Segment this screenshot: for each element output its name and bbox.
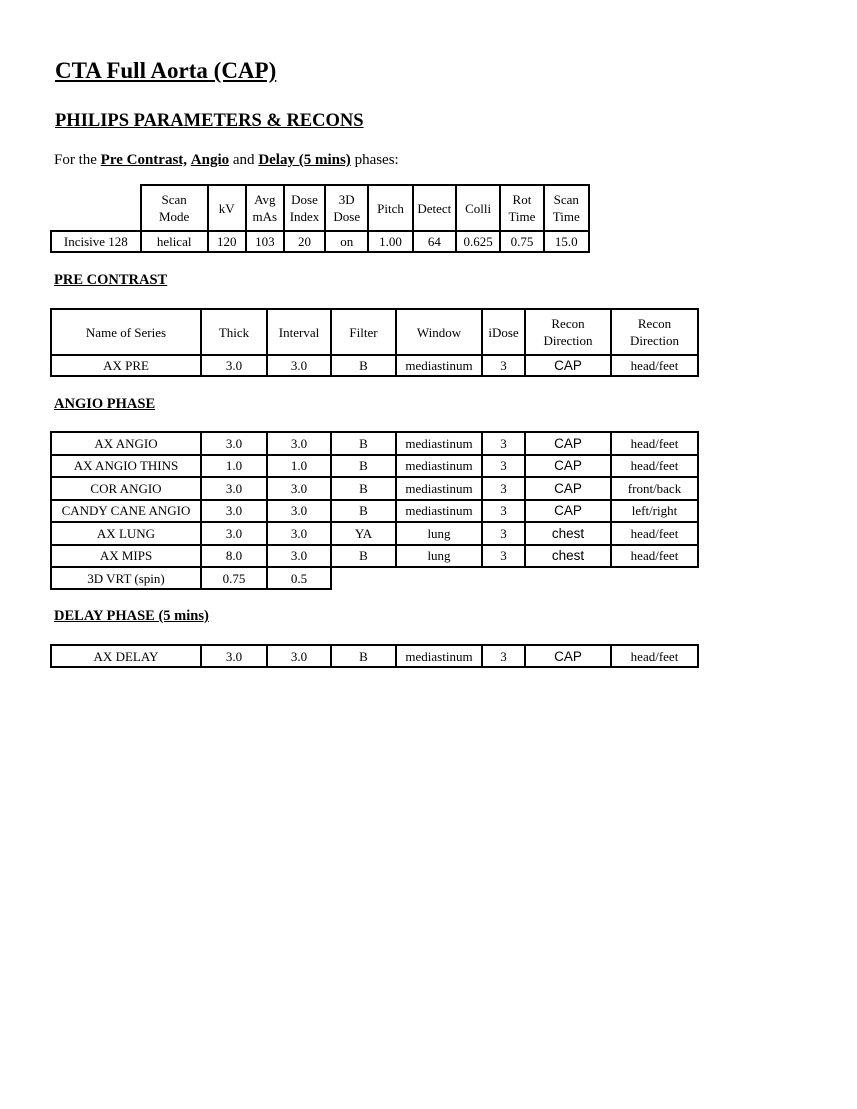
intro-suffix: phases: [350, 152, 399, 168]
thick-cell: 1.0 [201, 455, 267, 478]
document-subtitle: PHILIPS PARAMETERS & RECONS [55, 111, 364, 131]
pre-contrast-table [50, 308, 699, 377]
thick-cell: 3.0 [201, 432, 267, 455]
table-row [51, 567, 331, 589]
scan-header-cell: 3D Dose [325, 185, 368, 231]
scan-header-cell: kV [208, 185, 246, 231]
filter-cell: B [331, 500, 396, 523]
series-name-cell: COR ANGIO [51, 477, 201, 500]
delay-phase-table [50, 644, 699, 668]
direction-cell: head/feet [611, 432, 698, 455]
series-name-cell: AX ANGIO [51, 432, 201, 455]
scan-header-cell: Scan Time [544, 185, 589, 231]
series-name-cell: AX ANGIO THINS [51, 455, 201, 478]
filter-cell: B [331, 355, 396, 376]
thick-cell: 3.0 [201, 477, 267, 500]
header-name-of-series: Name of Series [51, 309, 201, 355]
window-cell: mediastinum [396, 477, 482, 500]
window-cell: mediastinum [396, 432, 482, 455]
thick-cell: 8.0 [201, 545, 267, 568]
scan-value-cell: helical [141, 231, 208, 252]
idose-cell: 3 [482, 477, 525, 500]
scan-parameters-table [50, 184, 590, 253]
angio-phase-table [50, 431, 699, 568]
series-name-cell: 3D VRT (spin) [51, 567, 201, 589]
region-cell: CAP [525, 477, 611, 500]
table-row [51, 545, 698, 568]
table-row [51, 522, 698, 545]
idose-cell: 3 [482, 545, 525, 568]
scan-value-cell: 120 [208, 231, 246, 252]
thick-cell: 0.75 [201, 567, 267, 589]
direction-cell: left/right [611, 500, 698, 523]
interval-cell: 3.0 [267, 432, 331, 455]
window-cell: mediastinum [396, 645, 482, 667]
table-row [51, 500, 698, 523]
direction-cell: front/back [611, 477, 698, 500]
series-name-cell: AX LUNG [51, 522, 201, 545]
direction-cell: head/feet [611, 645, 698, 667]
scan-value-cell: 1.00 [368, 231, 412, 252]
scanner-header-blank [51, 185, 141, 231]
series-name-cell: CANDY CANE ANGIO [51, 500, 201, 523]
region-cell: CAP [525, 645, 611, 667]
interval-cell: 3.0 [267, 355, 331, 376]
direction-cell: head/feet [611, 522, 698, 545]
intro-phase-angio: Angio [190, 152, 230, 168]
window-cell: mediastinum [396, 455, 482, 478]
region-cell: chest [525, 522, 611, 545]
scan-header-cell: Detect [413, 185, 456, 231]
direction-cell: head/feet [611, 355, 698, 376]
filter-cell: B [331, 545, 396, 568]
interval-cell: 3.0 [267, 477, 331, 500]
table-row [51, 355, 698, 376]
intro-phase-delay: Delay (5 mins) [258, 152, 351, 168]
interval-cell: 3.0 [267, 545, 331, 568]
scan-value-cell: 103 [246, 231, 284, 252]
scan-value-cell: 0.625 [456, 231, 500, 252]
thick-cell: 3.0 [201, 645, 267, 667]
region-cell: CAP [525, 455, 611, 478]
filter-cell: YA [331, 522, 396, 545]
direction-cell: head/feet [611, 455, 698, 478]
header-filter: Filter [331, 309, 396, 355]
idose-cell: 3 [482, 522, 525, 545]
filter-cell: B [331, 432, 396, 455]
angio-vrt-table [50, 566, 332, 590]
table-row [51, 477, 698, 500]
scan-header-cell: Colli [456, 185, 500, 231]
window-cell: lung [396, 545, 482, 568]
intro-prefix: For the [54, 152, 101, 168]
scan-value-cell: on [325, 231, 368, 252]
table-row [51, 645, 698, 667]
scan-parameters-row [51, 231, 589, 252]
idose-cell: 3 [482, 500, 525, 523]
recon-header-row [51, 309, 698, 355]
idose-cell: 3 [482, 355, 525, 376]
region-cell: CAP [525, 355, 611, 376]
table-row [51, 432, 698, 455]
intro-phase-pre-contrast: Pre Contrast, [100, 152, 188, 168]
scan-parameters-header-row [51, 185, 589, 231]
region-cell: CAP [525, 500, 611, 523]
window-cell: lung [396, 522, 482, 545]
scan-header-cell: Dose Index [284, 185, 325, 231]
direction-cell: head/feet [611, 545, 698, 568]
header-thick: Thick [201, 309, 267, 355]
thick-cell: 3.0 [201, 355, 267, 376]
idose-cell: 3 [482, 645, 525, 667]
filter-cell: B [331, 645, 396, 667]
interval-cell: 3.0 [267, 645, 331, 667]
scan-value-cell: 64 [413, 231, 456, 252]
window-cell: mediastinum [396, 355, 482, 376]
header-interval: Interval [267, 309, 331, 355]
scan-header-cell: Pitch [368, 185, 412, 231]
idose-cell: 3 [482, 455, 525, 478]
scan-value-cell: 0.75 [500, 231, 543, 252]
table-row [51, 455, 698, 478]
scanner-name-cell: Incisive 128 [51, 231, 141, 252]
interval-cell: 1.0 [267, 455, 331, 478]
series-name-cell: AX PRE [51, 355, 201, 376]
scan-header-cell: Rot Time [500, 185, 543, 231]
region-cell: chest [525, 545, 611, 568]
idose-cell: 3 [482, 432, 525, 455]
interval-cell: 0.5 [267, 567, 331, 589]
interval-cell: 3.0 [267, 500, 331, 523]
intro-separator-2: and [229, 152, 259, 168]
window-cell: mediastinum [396, 500, 482, 523]
header-idose: iDose [482, 309, 525, 355]
angio-phase-heading: ANGIO PHASE [54, 396, 156, 412]
region-cell: CAP [525, 432, 611, 455]
scan-header-cell: Avg mAs [246, 185, 284, 231]
interval-cell: 3.0 [267, 522, 331, 545]
filter-cell: B [331, 477, 396, 500]
thick-cell: 3.0 [201, 500, 267, 523]
scan-header-cell: Scan Mode [141, 185, 208, 231]
scan-value-cell: 20 [284, 231, 325, 252]
series-name-cell: AX DELAY [51, 645, 201, 667]
filter-cell: B [331, 455, 396, 478]
header-recon-direction-orientation: Recon Direction [611, 309, 698, 355]
pre-contrast-heading: PRE CONTRAST [54, 272, 168, 288]
header-window: Window [396, 309, 482, 355]
intro-line [54, 152, 399, 169]
header-recon-direction-region: Recon Direction [525, 309, 611, 355]
thick-cell: 3.0 [201, 522, 267, 545]
scan-value-cell: 15.0 [544, 231, 589, 252]
document-title: CTA Full Aorta (CAP) [55, 58, 277, 83]
series-name-cell: AX MIPS [51, 545, 201, 568]
delay-phase-heading: DELAY PHASE (5 mins) [54, 608, 209, 624]
